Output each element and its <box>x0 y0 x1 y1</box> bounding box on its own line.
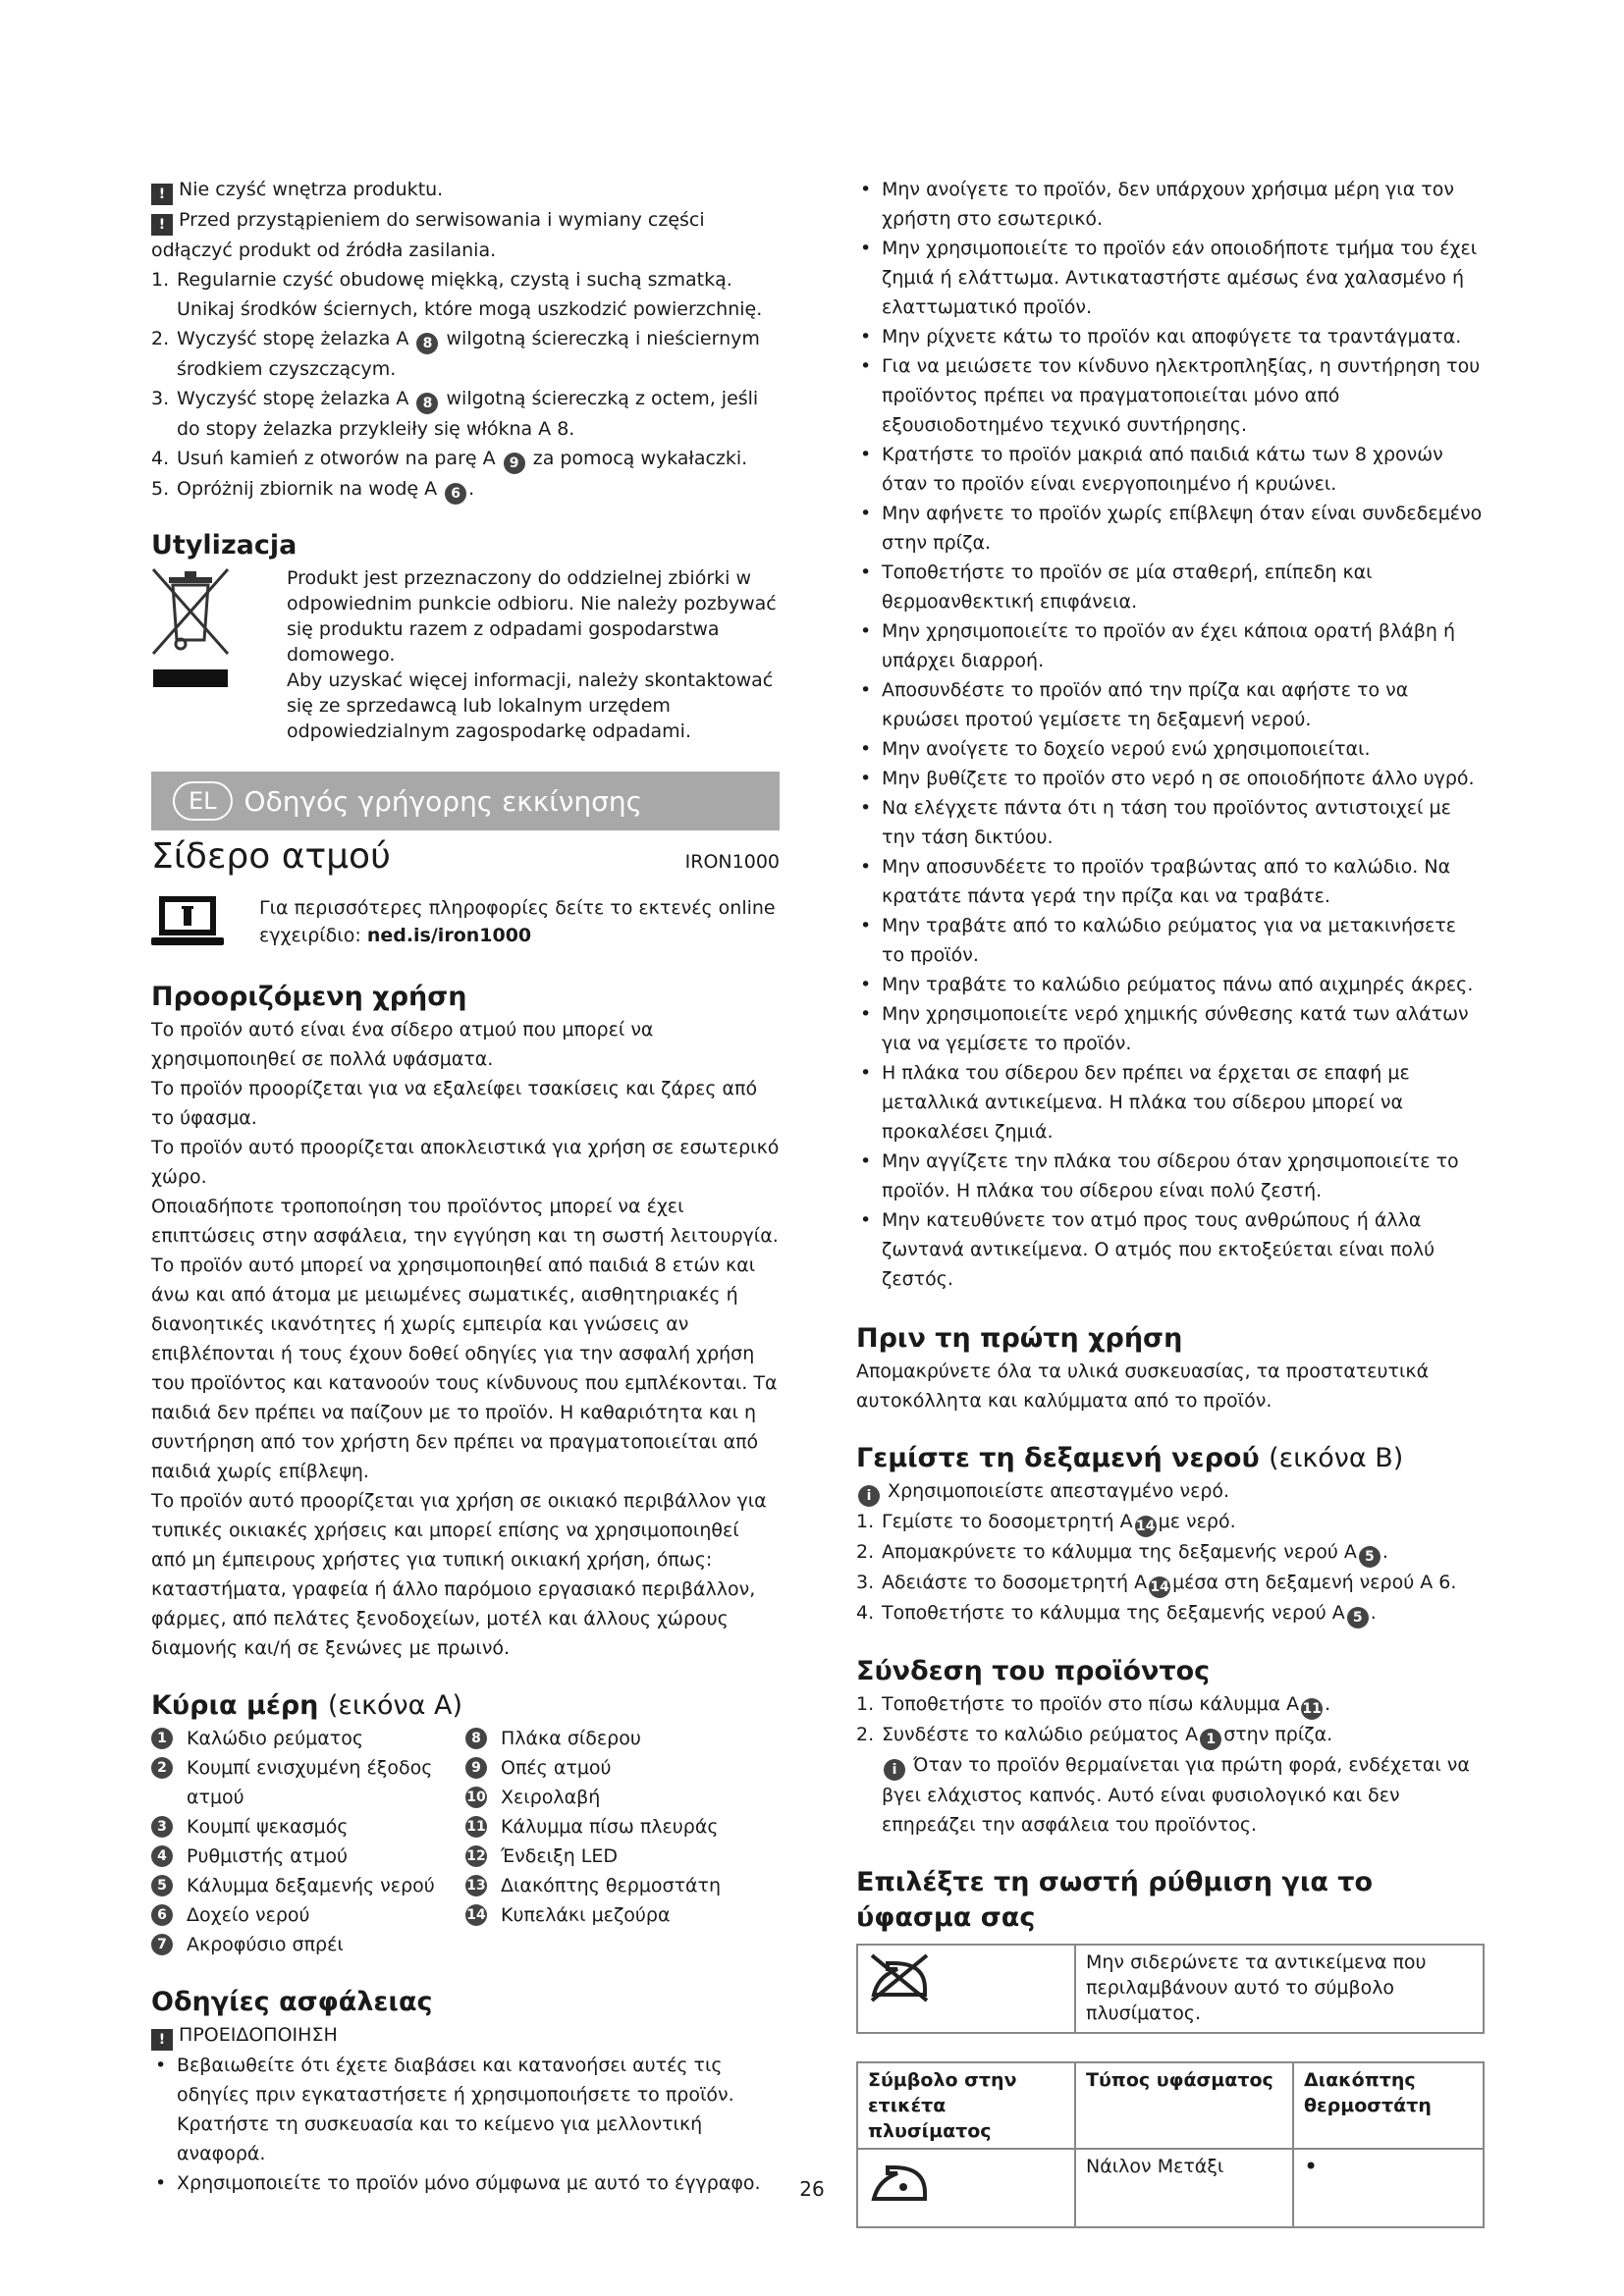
list-item: • Μην ανοίγετε το δοχείο νερού ενώ χρησιμοποιείται. <box>856 734 1485 764</box>
fill-tank-heading: Γεμίστε τη δεξαμενή νερού (εικόνα B) <box>856 1443 1404 1473</box>
list-item: 1. Γεμίστε το δοσομετρητή A 14 με νερό. <box>856 1507 1485 1537</box>
list-item: • Μην τραβάτε το καλώδιο ρεύματος πάνω από αιχμηρές άκρες. <box>856 970 1485 999</box>
safety-heading: Οδηγίες ασφάλειας <box>151 1987 433 2017</box>
left-column: ! Nie czyść wnętrza produktu. ! Przed przystąpieniem do serwisowania i wymiany części odłączyć produkt od źródła zasilania. 1. Regularnie czyść obudowę miękką, czystą i suchą szmatką. Unikaj środków ściernych, które mogą uszkodzić powierzchnię. 2. Wyczyść stopę żelazka A 8 wilgotną ściereczką i nieściernym środkiem czyszczącym. 3. Wyczyść stopę żelazka A 8 wilgotną ściereczką z octem, jeśli do stopy żelazka przykleiły się włókna A 8. 4. Usuń kamień z otworów na parę A 9 za pomocą wykałaczki. 5. Opróżnij zbiornik na wodę A 6 . Utylizacja Produkt jest przeznaczony do oddzielnej zbiórki w odpowiednim punkcie odbioru. Nie należy pozbywać się produktu razem z odpadami gospodarstwa domowego. Aby uzyskać więcej informacji, należy skontaktować się ze sprzedawcą lub lokalnym urzędem odpowiedzialnym zagospodarkę odpadami. EL Οδηγός γρήγορης εκκίνησης Σίδερο ατμού IRON1000 Για περισσότερες πληροφορίες δείτε το εκτενές online εγχειρίδιο: ned.is/iron1000 Προοριζόμενη χρήση Το προϊόν αυτό είναι ένα σίδερο ατμού που μπορεί να χρησιμοποιηθεί σε πολλά υφάσματα. Το προϊόν προορίζεται για να εξαλείφει τσακίσεις και ζάρες από το ύφασμα. Το προϊόν αυτό προορίζεται αποκλειστικά για χρήση σε εσωτερικό χώρο. Οποιαδήποτε τροποποίηση του προϊόντος μπορεί να έχει επιπτώσεις στην ασφάλεια, την εγγύηση και τη σωστή λειτουργία. Το προϊόν αυτό μπορεί να χρησιμοποιηθεί από παιδιά 8 ετών και άνω και από άτομα με μειωμένες σωματικές, αισθητηριακές ή διανοητικές ικανότητες ή χωρίς εμπειρία και γνώσεις αν επιβλέπονται ή τους έχουν δοθεί οδηγίες για την ασφαλή χρήση του προϊόντος και κατανοούν τους κίνδυνους που εμπλέκονται. Τα παιδιά δεν πρέπει να παίζουν με το προϊόν. Η καθαριότητα και η συντήρηση από τον χρήστη δεν πρέπει να πραγματοποιείται από παιδιά χωρίς επίβλεψη. Το προϊόν αυτό προορίζεται για χρήση σε οικιακό περιβάλλον για τυπικές οικιακές χρήσεις και μπορεί επίσης να χρησιμοποιηθεί από μη έμπειρους χρήστες για τυπική οικιακή χρήση, όπως: καταστήματα, γραφεία ή άλλο παρόμοιο εργασιακό περιβάλλον, φάρμες, από πελάτες ξενοδοχείων, μοτέλ και άλλους χώρους διαμονής και/ή σε ξενώνες με πρωινό. Κύρια μέρη (εικόνα A) 1 Καλώδιο ρεύματος 2 Κουμπί ενισχυμένη έξοδος ατμού 3 Κουμπί ψεκασμός 4 Ρυθμιστής ατμού 5 Κάλυμμα δεξαμενής νερού 6 Δοχείο νερού 7 Ακροφύσιο σπρέι 8 Πλάκα σίδερου 9 Οπές ατμού 10 Χειρολαβή 11 Κάλυμμα πίσω πλευράς 12 Ένδειξη LED 13 Διακόπτης θερμοστάτη 14 Κυπελάκι μεζούρα Οδηγίες ασφάλειας ! ΠΡΟΕΙΔΟΠΟΙΗΣΗ • Βεβαιωθείτε ότι έχετε διαβάσει και κατανοήσει αυτές τις οδηγίες πριν εγκαταστήσετε ή χρησιμοποιήσετε το προϊόν. Κρατήστε τη συσκευασία και το κείμενο για μελλοντική αναφορά. • Χρησιμοποιείτε το προϊόν μόνο σύμφωνα με αυτό το έγγραφο. <box>151 175 780 2198</box>
list-item: 2. Wyczyść stopę żelazka A 8 wilgotną ściereczką i nieściernym środkiem czyszczącym. <box>151 328 760 380</box>
list-item: • Μην βυθίζετε το προϊόν στο νερό η σε οποιοδήποτε άλλο υγρό. <box>856 764 1485 793</box>
product-header <box>151 836 780 877</box>
list-item: 4 Ρυθμιστής ατμού <box>151 1842 465 1871</box>
list-item: • Η πλάκα του σίδερου δεν πρέπει να έρχεται σε επαφή με μεταλλικά αντικείμενα. Η πλάκα του σίδερου μπορεί να προκαλέσει ζημιά. <box>856 1058 1485 1147</box>
info-icon: i <box>884 1759 905 1781</box>
list-item: 9 Οπές ατμού <box>465 1753 780 1783</box>
wheelie-bin-crossed-icon <box>151 565 230 691</box>
callout-number: 8 <box>416 333 438 354</box>
list-item: 4. Τοποθετήστε το κάλυμμα της δεξαμενής νερού A 5 . <box>856 1598 1485 1629</box>
list-item: • Μην κατευθύνετε τον ατμό προς τους ανθρώπους ή άλλα ζωντανά αντικείμενα. Ο ατμός που εκτοξεύεται είναι πολύ ζεστός. <box>856 1205 1485 1294</box>
banner-title: Οδηγός γρήγορης εκκίνησης <box>244 784 643 818</box>
no-iron-symbol-icon <box>868 1949 931 2004</box>
list-item: • Μην ρίχνετε κάτω το προϊόν και αποφύγετε τα τραντάγματα. <box>856 322 1485 351</box>
list-item: 6 Δοχείο νερού <box>151 1900 465 1930</box>
list-item: 3. Wyczyść stopę żelazka A 8 wilgotną ściereczką z octem, jeśli do stopy żelazka przykleiły się włókna A 8. <box>151 388 759 440</box>
list-item: 1 Καλώδιο ρεύματος <box>151 1724 465 1753</box>
warning-note: ! Nie czyść wnętrza produktu. <box>151 175 780 205</box>
list-item: • Για να μειώσετε τον κίνδυνο ηλεκτροπληξίας, η συντήρηση του προϊόντος πρέπει να πραγματοποιείται μόνο από εξουσιοδοτημένο τεχνικό συντήρησης. <box>856 351 1485 440</box>
list-item: • Χρησιμοποιείτε το προϊόν μόνο σύμφωνα με αυτό το έγγραφο. <box>151 2168 780 2198</box>
list-item: 2 Κουμπί ενισχυμένη έξοδος ατμού <box>151 1753 465 1812</box>
main-parts-heading: Κύρια μέρη (εικόνα A) <box>151 1690 462 1721</box>
list-item: • Μην ανοίγετε το προϊόν, δεν υπάρχουν χρήσιμα μέρη για τον χρήστη στο εσωτερικό. <box>856 175 1485 234</box>
list-item: • Μην αποσυνδέετε το προϊόν τραβώντας από το καλώδιο. Να κρατάτε πάντα γερά την πρίζα και να τραβάτε. <box>856 852 1485 911</box>
list-item: • Μην χρησιμοποιείτε νερό χημικής σύνθεσης κατά των αλάτων για να γεμίσετε το προϊόν. <box>856 999 1485 1058</box>
list-item: • Τοποθετήστε το προϊόν σε μία σταθερή, επίπεδη και θερμοανθεκτική επιφάνεια. <box>856 558 1485 616</box>
manual-link[interactable]: ned.is/iron1000 <box>366 925 532 946</box>
list-item: • Μην χρησιμοποιείτε το προϊόν αν έχει κάποια ορατή βλάβη ή υπάρχει διαρροή. <box>856 616 1485 675</box>
callout-number: 9 <box>504 453 525 474</box>
product-title: Σίδερο ατμού <box>151 836 391 877</box>
list-item: 3 Κουμπί ψεκασμός <box>151 1812 465 1842</box>
info-note: i Χρησιμοποιείστε απεσταγμένο νερό. <box>856 1476 1485 1507</box>
first-use-heading: Πριν τη πρώτη χρήση <box>856 1323 1183 1354</box>
list-item: 1. Τοποθετήστε το προϊόν στο πίσω κάλυμμα A 11 . <box>856 1689 1485 1720</box>
connect-steps <box>856 1689 1485 1750</box>
fabric-table <box>856 2061 1485 2228</box>
list-item: 4. Usuń kamień z otworów na parę A 9 za pomocą wykałaczki. <box>151 444 780 474</box>
fabric-setting-heading: Επιλέξτε τη σωστή ρύθμιση για το ύφασμα σας <box>856 1867 1374 1933</box>
table-row: Νάιλον Μετάξι • <box>857 2149 1484 2227</box>
cleaning-steps <box>151 265 780 505</box>
list-item: • Κρατήστε το προϊόν μακριά από παιδιά κάτω των 8 χρονών όταν το προϊόν είναι ενεργοποιημένο ή κρυώνει. <box>856 440 1485 499</box>
warning-icon: ! <box>151 2029 173 2051</box>
list-item: • Βεβαιωθείτε ότι έχετε διαβάσει και κατανοήσει αυτές τις οδηγίες πριν εγκαταστήσετε ή χρησιμοποιήσετε το προϊόν. Κρατήστε τη συσκευασία και το κείμενο για μελλοντική αναφορά. <box>151 2051 780 2168</box>
list-item: • Να ελέγχετε πάντα ότι η τάση του προϊόντος αντιστοιχεί με την τάση δικτύου. <box>856 793 1485 852</box>
list-item: • Μην αφήνετε το προϊόν χωρίς επίβλεψη όταν είναι συνδεδεμένο στην πρίζα. <box>856 499 1485 558</box>
warning-note: ! Przed przystąpieniem do serwisowania i wymiany części odłączyć produkt od źródła zasilania. <box>151 209 705 261</box>
list-item: 2. Απομακρύνετε το κάλυμμα της δεξαμενής νερού A 5 . <box>856 1537 1485 1568</box>
callout-number: 6 <box>445 483 466 505</box>
model-number: IRON1000 <box>684 851 780 873</box>
intended-use-heading: Προοριζόμενη χρήση <box>151 982 467 1012</box>
page-number: 26 <box>799 2177 825 2201</box>
warning-icon: ! <box>151 214 173 236</box>
parts-list <box>151 1724 780 1959</box>
list-item: 7 Ακροφύσιο σπρέι <box>151 1930 465 1959</box>
list-item: 11 Κάλυμμα πίσω πλευράς <box>466 1816 719 1838</box>
list-item: 5 Κάλυμμα δεξαμενής νερού <box>151 1871 465 1900</box>
list-item: 2. Συνδέστε το καλώδιο ρεύματος A 1 στην πρίζα. <box>856 1720 1485 1750</box>
list-item: 5. Opróżnij zbiornik na wodę A 6 . <box>151 474 780 505</box>
language-badge: EL <box>173 781 233 821</box>
right-column: • Μην ανοίγετε το προϊόν, δεν υπάρχουν χρήσιμα μέρη για τον χρήστη στο εσωτερικό. • Μην χρησιμοποιείτε το προϊόν εάν οποιοδήποτε τμήμα του έχει ζημιά ή ελάττωμα. Αντικαταστήστε αμέσως ένα χαλασμένο ή ελαττωματικό προϊόν. • Μην ρίχνετε κάτω το προϊόν και αποφύγετε τα τραντάγματα. • Για να μειώσετε τον κίνδυνο ηλεκτροπληξίας, η συντήρηση του προϊόντος πρέπει να πραγματοποιείται μόνο από εξουσιοδοτημένο τεχνικό συντήρησης. • Κρατήστε το προϊόν μακριά από παιδιά κάτω των 8 χρονών όταν το προϊόν είναι ενεργοποιημένο ή κρυώνει. • Μην αφήνετε το προϊόν χωρίς επίβλεψη όταν είναι συνδεδεμένο στην πρίζα. • Τοποθετήστε το προϊόν σε μία σταθερή, επίπεδη και θερμοανθεκτική επιφάνεια. • Μην χρησιμοποιείτε το προϊόν αν έχει κάποια ορατή βλάβη ή υπάρχει διαρροή. • Αποσυνδέστε το προϊόν από την πρίζα και αφήστε το να κρυώσει προτού γεμίσετε τη δεξαμενή νερού. • Μην ανοίγετε το δοχείο νερού ενώ χρησιμοποιείται. • Μην βυθίζετε το προϊόν στο νερό η σε οποιοδήποτε άλλο υγρό. • Να ελέγχετε πάντα ότι η τάση του προϊόντος αντιστοιχεί με την τάση δικτύου. • Μην αποσυνδέετε το προϊόν τραβώντας από το καλώδιο. Να κρατάτε πάντα γερά την πρίζα και να τραβάτε. • Μην τραβάτε από το καλώδιο ρεύματος για να μετακινήσετε το προϊόν. • Μην τραβάτε το καλώδιο ρεύματος πάνω από αιχμηρές άκρες. • Μην χρησιμοποιείτε νερό χημικής σύνθεσης κατά των αλάτων για να γεμίσετε το προϊόν. • Η πλάκα του σίδερου δεν πρέπει να έρχεται σε επαφή με μεταλλικά αντικείμενα. Η πλάκα του σίδερου μπορεί να προκαλέσει ζημιά. • Μην αγγίζετε την πλάκα του σίδερου όταν χρησιμοποιείτε το προϊόν. Η πλάκα του σίδερου είναι πολύ ζεστή. • Μην κατευθύνετε τον ατμό προς τους ανθρώπους ή άλλα ζωντανά αντικείμενα. Ο ατμός που εκτοξεύεται είναι πολύ ζεστός. Πριν τη πρώτη χρήση Απομακρύνετε όλα τα υλικά συσκευασίας, τα προστατευτικά αυτοκόλλητα και καλύμματα από το προϊόν. Γεμίστε τη δεξαμενή νερού (εικόνα B) i Χρησιμοποιείστε απεσταγμένο νερό. 1. Γεμίστε το δοσομετρητή A 14 με νερό. 2. Απομακρύνετε το κάλυμμα της δεξαμενής νερού A 5 . 3. Αδειάστε το δοσομετρητή A 14 μέσα στη δεξαμενή νερού A 6. 4. Τοποθετήστε το κάλυμμα της δεξαμενής νερού A 5 . Σύνδεση του προϊόντος 1. Τοποθετήστε το προϊόν στο πίσω κάλυμμα A 11 . 2. Συνδέστε το καλώδιο ρεύματος A 1 στην πρίζα. i Όταν το προϊόν θερμαίνεται για πρώτη φορά, ενδέχεται να βγει ελάχιστος καπνός. Αυτό είναι φυσιολογικό και δεν επηρεάζει την ασφάλεια του προϊόντος. Επιλέξτε τη σωστή ρύθμιση για το ύφασμα σας Μην σιδερώνετε τα αντικείμενα που περιλαμβάνουν αυτό το σύμβολο πλυσίματος. Σύμβολο στην ετικέτα πλυσίματος Τύπος υφάσματος Διακόπτης θερμοστάτη Νάιλον Μετάξι • <box>856 175 1485 2228</box>
list-item: • Μην αγγίζετε την πλάκα του σίδερου όταν χρησιμοποιείτε το προϊόν. Η πλάκα του σίδερου είναι πολύ ζεστή. <box>856 1147 1485 1205</box>
quick-start-banner <box>151 772 780 830</box>
online-manual: Για περισσότερες πληροφορίες δείτε το εκτενές online εγχειρίδιο: ned.is/iron1000 <box>151 894 780 954</box>
no-iron-table: Μην σιδερώνετε τα αντικείμενα που περιλαμβάνουν αυτό το σύμβολο πλυσίματος. <box>856 1944 1485 2034</box>
list-item: 8 Πλάκα σίδερου <box>465 1724 780 1753</box>
list-item: 14 Κυπελάκι μεζούρα <box>466 1904 671 1926</box>
list-item: 10 Χειρολαβή <box>466 1787 601 1808</box>
list-item: 13 Διακόπτης θερμοστάτη <box>466 1875 722 1896</box>
list-item: • Μην τραβάτε από το καλώδιο ρεύματος για να μετακινήσετε το προϊόν. <box>856 911 1485 970</box>
list-item: • Μην χρησιμοποιείτε το προϊόν εάν οποιοδήποτε τμήμα του έχει ζημιά ή ελάττωμα. Αντικαταστήστε αμέσως ένα χαλασμένο ή ελαττωματικό προϊόν. <box>856 234 1485 322</box>
warning-note: ! ΠΡΟΕΙΔΟΠΟΙΗΣΗ <box>151 2020 780 2051</box>
fill-steps <box>856 1507 1485 1629</box>
info-note: i Όταν το προϊόν θερμαίνεται για πρώτη φορά, ενδέχεται να βγει ελάχιστος καπνός. Αυτό είναι φυσιολογικό και δεν επηρεάζει την ασφάλεια του προϊόντος. <box>882 1754 1470 1836</box>
callout-number: 8 <box>416 393 438 414</box>
laptop-icon <box>151 894 224 949</box>
safety-list-right <box>856 175 1485 1294</box>
info-icon: i <box>858 1485 880 1507</box>
warning-icon: ! <box>151 184 173 205</box>
connect-heading: Σύνδεση του προϊόντος <box>856 1656 1211 1686</box>
safety-list-left <box>151 2051 780 2198</box>
disposal-heading: Utylizacja <box>151 530 298 561</box>
list-item: 12 Ένδειξη LED <box>466 1845 619 1867</box>
list-item: • Αποσυνδέστε το προϊόν από την πρίζα και αφήστε το να κρυώσει προτού γεμίσετε τη δεξαμενή νερού. <box>856 675 1485 734</box>
list-item: 3. Αδειάστε το δοσομετρητή A 14 μέσα στη δεξαμενή νερού A 6. <box>856 1568 1485 1598</box>
table-header-row: Σύμβολο στην ετικέτα πλυσίματος Τύπος υφάσματος Διακόπτης θερμοστάτη <box>857 2062 1484 2149</box>
disposal-block: Produkt jest przeznaczony do oddzielnej zbiórki w odpowiednim punkcie odbioru. Nie należy pozbywać się produktu razem z odpadami gospodarstwa domowego. Aby uzyskać więcej informacji, należy skontaktować się ze sprzedawcą lub lokalnym urzędem odpowiedzialnym zagospodarkę odpadami. <box>151 565 780 744</box>
list-item: 1. Regularnie czyść obudowę miękką, czystą i suchą szmatką. Unikaj środków ściernych, które mogą uszkodzić powierzchnię. <box>151 269 763 320</box>
